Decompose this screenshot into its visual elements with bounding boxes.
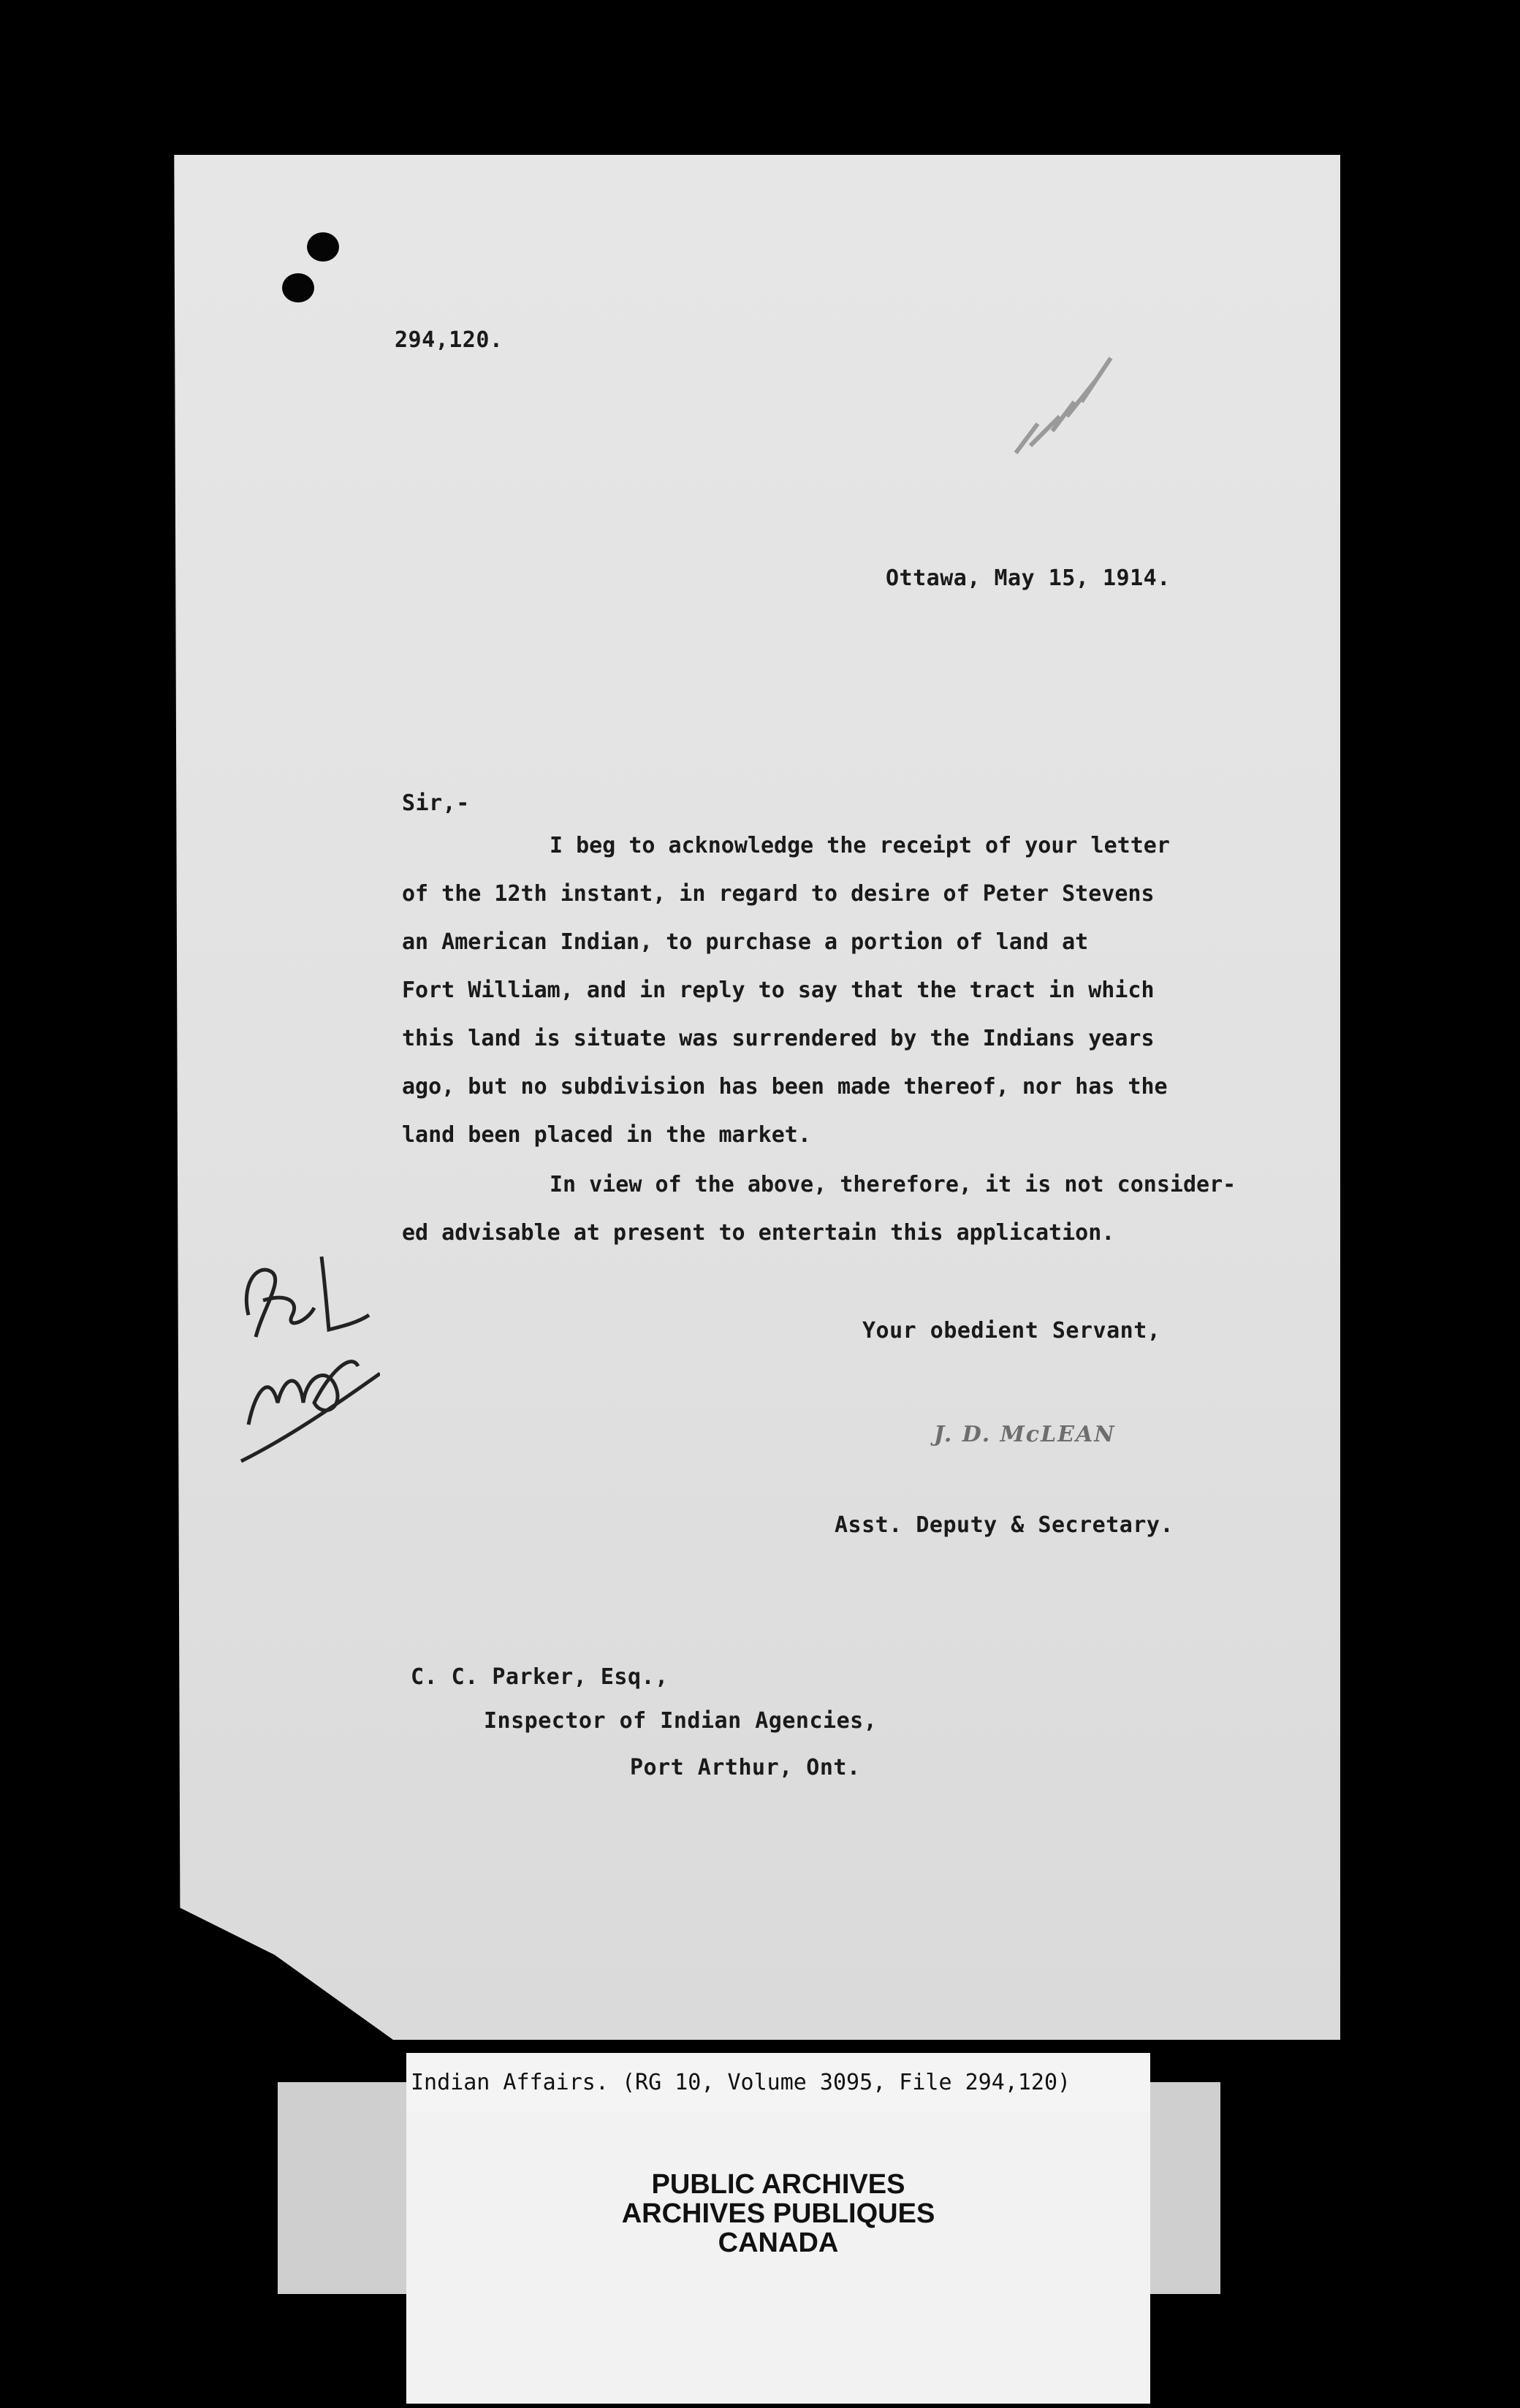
archives-line-1: PUBLIC ARCHIVES xyxy=(651,2169,905,2200)
punch-hole-top xyxy=(307,232,339,262)
signature-stamp: J. D. McLEAN xyxy=(934,1422,1116,1447)
file-number: 294,120. xyxy=(395,327,503,353)
file-reference-text: Indian Affairs. (RG 10, Volume 3095, File 294,120) xyxy=(411,2069,1071,2095)
body-line-6: ago, but no subdivision has been made thereof, nor has the xyxy=(402,1074,1168,1100)
body-line-9: ed advisable at present to entertain this application. xyxy=(402,1220,1115,1246)
recipient-name: C. C. Parker, Esq., xyxy=(411,1664,669,1690)
body-line-2: of the 12th instant, in regard to desire of Peter Stevens xyxy=(402,881,1155,907)
archives-line-3: CANADA xyxy=(718,2228,839,2258)
date-line: Ottawa, May 15, 1914. xyxy=(886,565,1171,591)
body-line-7: land been placed in the market. xyxy=(402,1122,811,1148)
salutation: Sir,- xyxy=(402,790,470,816)
archives-label xyxy=(406,2111,1150,2404)
body-line-1: I beg to acknowledge the receipt of your letter xyxy=(550,833,1170,858)
recipient-location: Port Arthur, Ont. xyxy=(630,1755,861,1780)
body-line-3: an American Indian, to purchase a portion of land at xyxy=(402,929,1089,955)
signature-title: Asst. Deputy & Secretary. xyxy=(835,1512,1174,1538)
closing: Your obedient Servant, xyxy=(862,1318,1161,1344)
archives-line-2: ARCHIVES PUBLIQUES xyxy=(621,2198,935,2229)
body-line-8: In view of the above, therefore, it is not consider- xyxy=(550,1172,1236,1197)
file-reference-label xyxy=(406,2053,1150,2111)
body-line-4: Fort William, and in reply to say that the tract in which xyxy=(402,978,1155,1003)
body-line-5: this land is situate was surrendered by the Indians years xyxy=(402,1026,1155,1051)
recipient-title: Inspector of Indian Agencies, xyxy=(484,1708,878,1734)
punch-hole-bottom xyxy=(282,273,314,302)
faint-stamp-mark xyxy=(1008,343,1125,468)
handwritten-annotation xyxy=(234,1227,380,1476)
